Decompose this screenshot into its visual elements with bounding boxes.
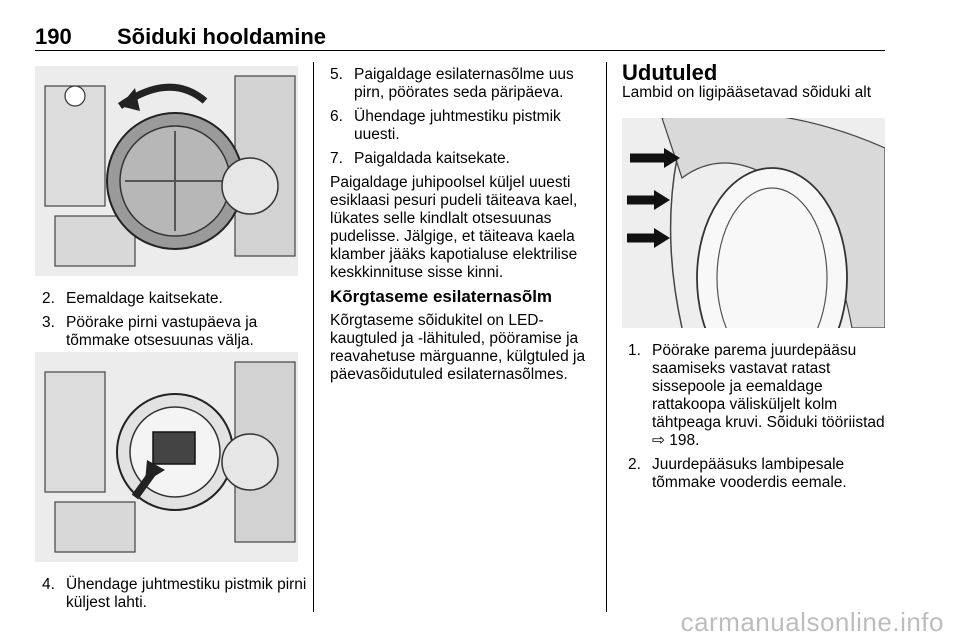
- steps-list-a: [42, 290, 307, 356]
- list-item: 1. Pöörake parema juurdepääsu saamiseks vastavat ratast sissepoole ja eemaldage rattakoopa välisküljelt kolm tähtpeaga kruvi. Sõiduki tööriistad ⇨ 198.: [628, 342, 885, 449]
- chapter-title: Sõiduki hooldamine: [117, 24, 327, 49]
- wheel-arch-illustration: [622, 118, 885, 328]
- intro-text: Lambid on ligipääsetavad sõiduki alt: [622, 84, 872, 101]
- body-paragraph: Paigaldage juhipoolsel küljel uuesti esiklaasi pesuri pudeli täiteava kael, lükates selle kindlalt otsesuunas pudelisse. Jälgige, et täiteava kaela klamber jääks kapotialuse elektrilise keskkinnituse sisse kinni.: [330, 174, 578, 281]
- column-2: [330, 66, 600, 390]
- bulb-connector-illustration: [35, 352, 298, 562]
- watermark: carmanualsonline.info: [680, 607, 944, 637]
- column-divider-2: [606, 62, 607, 612]
- list-item: 7. Paigaldada kaitsekate.: [330, 150, 510, 167]
- body-paragraph-2: Kõrgtaseme sõidukitel on LED-kaugtuled ja -lähituled, pööramise ja reavahetuse märguanne, külgtuled ja päevasõidutuled esilaternasõlmes.: [330, 312, 586, 383]
- figure-headlamp-cover: [35, 66, 298, 276]
- section-heading: Kõrgtaseme esilaternasõlm: [330, 287, 553, 306]
- headlamp-cover-illustration: [35, 66, 298, 276]
- list-item: 4. Ühendage juhtmestiku pistmik pirni küljest lahti.: [42, 576, 307, 611]
- list-item: 6. Ühendage juhtmestiku pistmik uuesti.: [330, 108, 561, 143]
- section-heading: Udutuled: [622, 60, 718, 85]
- steps-list-c: [628, 342, 890, 498]
- figure-bulb-connector: [35, 352, 298, 562]
- list-item: 2. Juurdepääsuks lambipesale tõmmake vooderdis eemale.: [628, 456, 847, 491]
- steps-list-b: [42, 576, 307, 618]
- column-divider-1: [313, 62, 314, 612]
- list-item: 5. Paigaldage esilaternasõlme uus pirn, pöörates seda päripäeva.: [330, 66, 574, 101]
- page-number: 190: [35, 24, 72, 49]
- header-rule: [35, 50, 885, 51]
- list-item: 3. Pöörake pirni vastupäeva ja tõmmake otsesuunas välja.: [42, 314, 258, 349]
- list-item: 2. Eemaldage kaitsekate.: [42, 290, 223, 307]
- page-header: [35, 24, 885, 50]
- figure-wheel-arch: [622, 118, 885, 328]
- column-3: [622, 60, 887, 108]
